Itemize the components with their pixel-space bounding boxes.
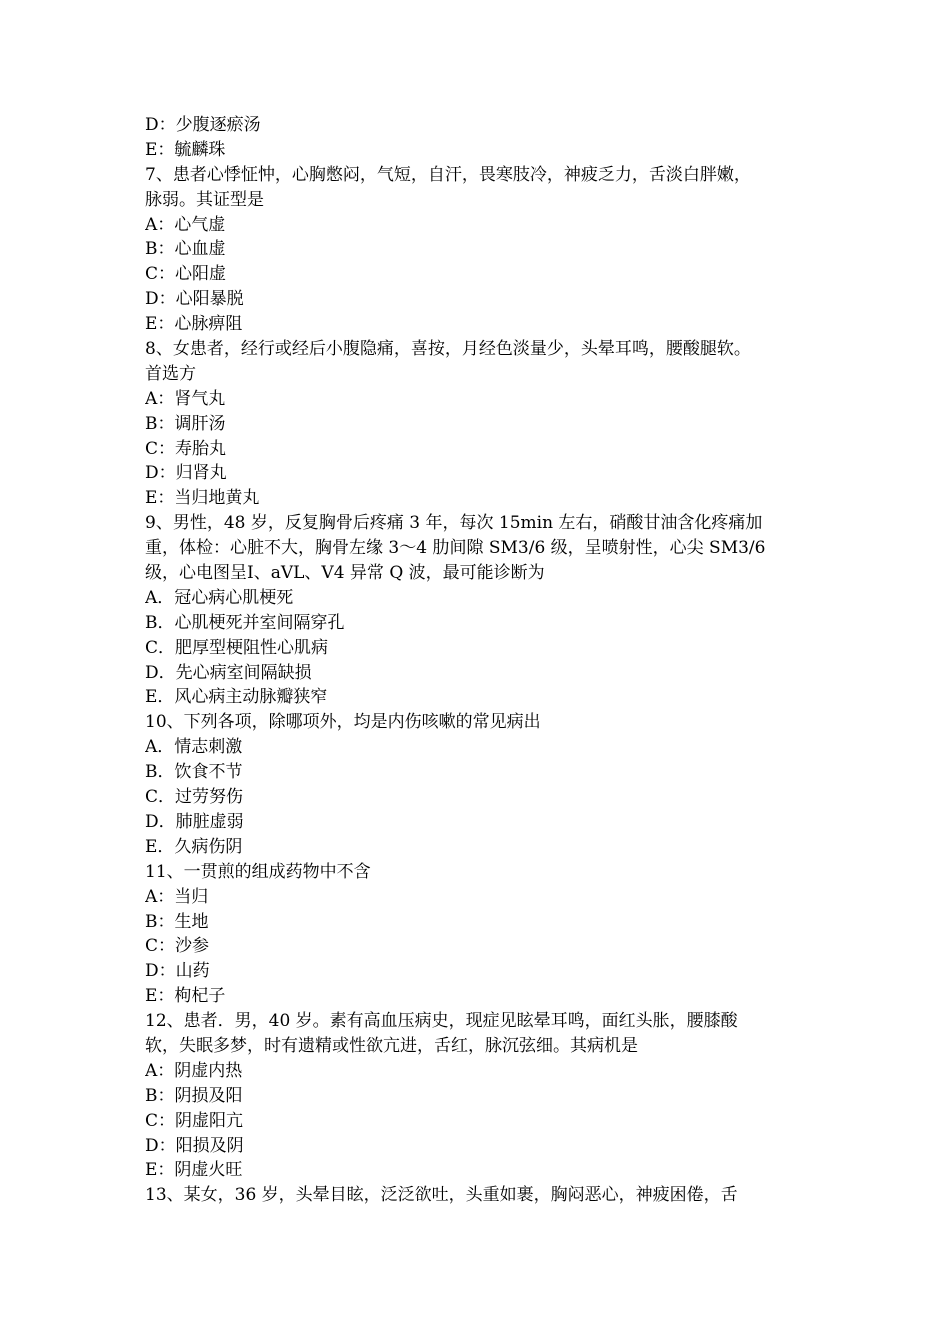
question-8-option-c: C：寿胎丸 — [145, 438, 227, 459]
question-11-option-b: B：生地 — [145, 911, 209, 932]
question-9-line-3: 级，心电图呈Ⅰ、aVL、V4 异常 Q 波，最可能诊断为 — [145, 563, 545, 584]
question-12-option-a: A：阴虚内热 — [145, 1060, 243, 1081]
question-8-option-b: B：调肝汤 — [145, 413, 226, 434]
question-12-option-d: D：阳损及阴 — [145, 1135, 244, 1156]
question-12-option-b: B：阴损及阳 — [145, 1085, 243, 1106]
option-d-line: D：少腹逐瘀汤 — [145, 115, 261, 135]
question-9-option-d: D．先心病室间隔缺损 — [145, 662, 312, 683]
question-11-option-a: A：当归 — [145, 886, 209, 907]
question-8-option-a: A：肾气丸 — [145, 388, 226, 409]
question-9-option-b: B．心肌梗死并室间隔穿孔 — [145, 612, 345, 633]
question-9-line-1: 9、男性，48 岁，反复胸骨后疼痛 3 年，每次 15min 左右，硝酸甘油含化疼痛加 — [145, 513, 763, 534]
question-7-line-1: 7、患者心悸怔忡，心胸憋闷，气短，自汗，畏寒肢冷，神疲乏力，舌淡白胖嫩， — [145, 164, 751, 185]
question-11-option-e: E：枸杞子 — [145, 986, 226, 1007]
question-9-option-c: C．肥厚型梗阻性心肌病 — [145, 637, 329, 658]
question-7-line-2: 脉弱。其证型是 — [145, 189, 264, 210]
question-8-line-1: 8、女患者，经行或经后小腹隐痛，喜按，月经色淡量少，头晕耳鸣，腰酸腿软。 — [145, 339, 751, 360]
question-10-line-1: 10、下列各项，除哪项外，均是内伤咳嗽的常见病出 — [145, 712, 541, 733]
question-13-line-1: 13、某女，36 岁，头晕目眩，泛泛欲吐，头重如裹，胸闷恶心，神疲困倦，舌 — [145, 1185, 738, 1206]
question-8-line-2: 首选方 — [145, 363, 196, 384]
question-10-option-e: E．久病伤阴 — [145, 836, 243, 857]
question-9-option-a: A．冠心病心肌梗死 — [145, 587, 294, 608]
question-11-option-d: D：山药 — [145, 961, 210, 982]
question-10-option-a: A．情志刺激 — [145, 737, 243, 758]
question-10-option-c: C．过劳努伤 — [145, 787, 244, 808]
option-e-line: E：毓麟珠 — [145, 139, 226, 160]
question-7-option-a: A：心气虚 — [145, 214, 226, 235]
question-12-line-2: 软，失眠多梦，时有遗精或性欲亢进，舌红，脉沉弦细。其病机是 — [145, 1035, 638, 1056]
question-9-option-e: E．风心病主动脉瓣狭窄 — [145, 687, 328, 708]
question-8-option-e: E：当归地黄丸 — [145, 488, 260, 509]
document-page — [145, 113, 810, 1208]
question-7-option-d: D：心阳暴脱 — [145, 289, 244, 310]
question-7-option-b: B：心血虚 — [145, 239, 226, 260]
question-7-option-c: C：心阳虚 — [145, 264, 227, 285]
question-12-option-e: E：阴虚火旺 — [145, 1160, 243, 1181]
question-11-line-1: 11、一贯煎的组成药物中不含 — [145, 861, 371, 882]
question-11-option-c: C：沙参 — [145, 936, 210, 957]
question-9-line-2: 重，体检：心脏不大，胸骨左缘 3～4 肋间隙 SM3/6 级，呈喷射性，心尖 SM3/6 — [145, 538, 766, 559]
question-12-option-c: C：阴虚阳亢 — [145, 1110, 244, 1131]
question-10-option-d: D．肺脏虚弱 — [145, 811, 244, 832]
question-10-option-b: B．饮食不节 — [145, 762, 243, 783]
question-8-option-d: D：归肾丸 — [145, 463, 227, 484]
question-12-line-1: 12、患者．男，40 岁。素有高血压病史，现症见眩晕耳鸣，面红头胀，腰膝酸 — [145, 1011, 738, 1032]
question-7-option-e: E：心脉痹阻 — [145, 314, 243, 335]
